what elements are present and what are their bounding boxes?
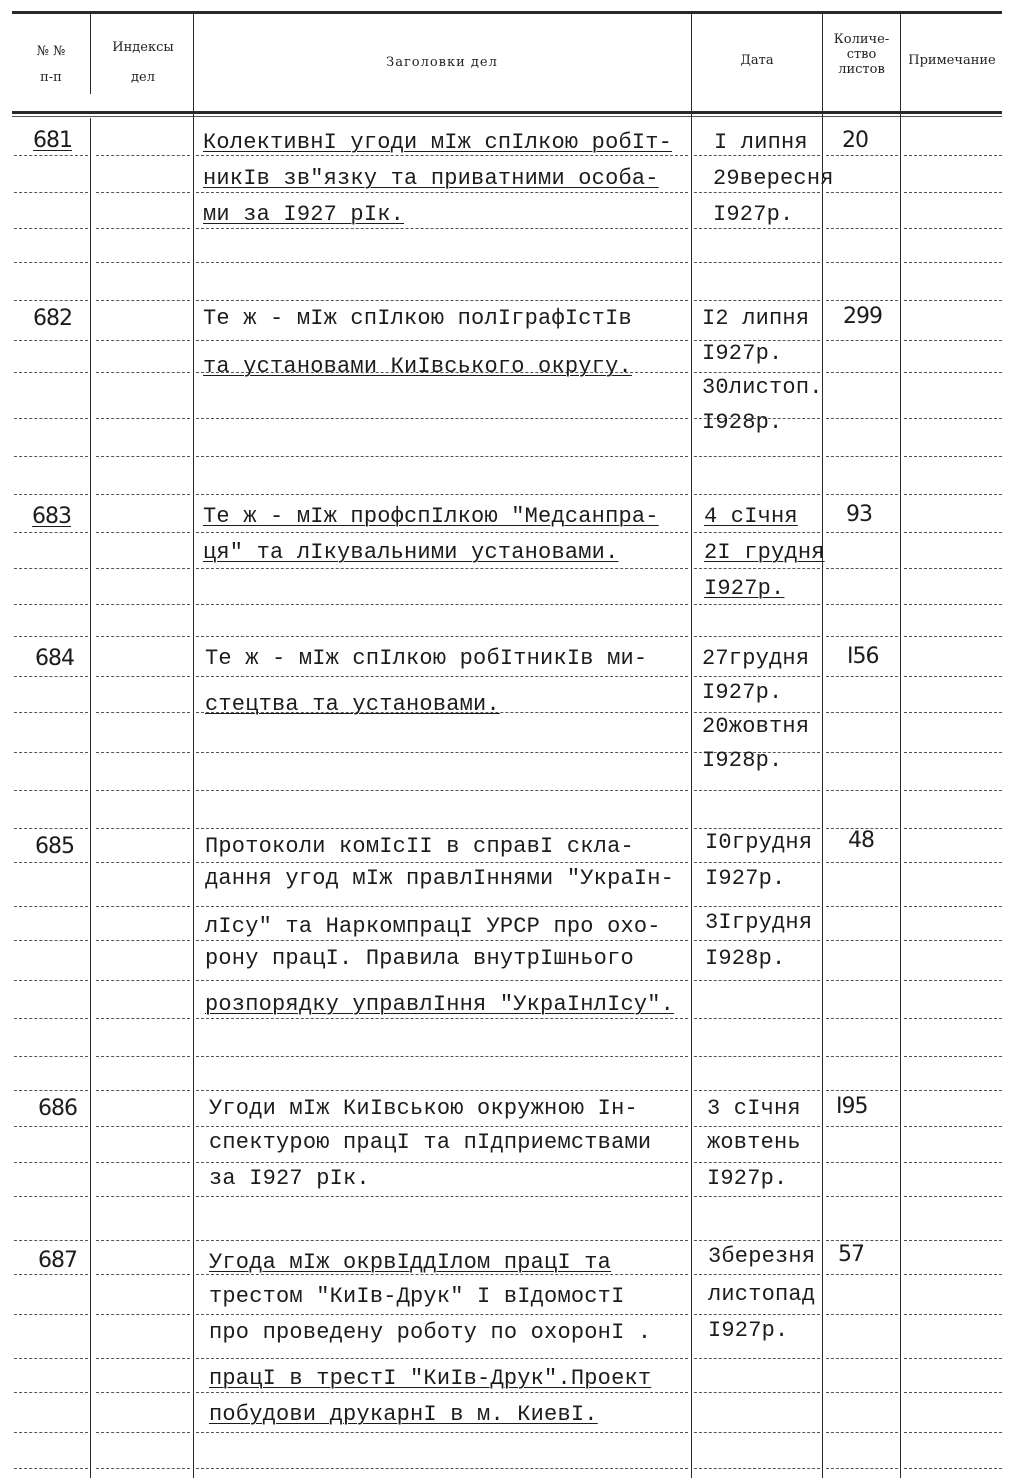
ruling-line xyxy=(826,1196,898,1198)
record-title-line: трестом "КиІв-Друк" І вІдомостІ xyxy=(209,1284,625,1309)
ruling-line xyxy=(196,456,688,458)
ruling-line xyxy=(694,1126,820,1128)
ruling-line xyxy=(96,1314,190,1316)
ruling-line xyxy=(196,262,688,264)
ruling-line xyxy=(694,228,820,230)
record-title-line: працІ в трестІ "КиІв-Друк".Проект xyxy=(209,1366,652,1391)
ruling-line xyxy=(96,1358,190,1360)
header-col-index-label: Индексы xyxy=(112,40,174,55)
ruling-line xyxy=(14,1358,88,1360)
ruling-line xyxy=(14,1056,88,1058)
ruling-line xyxy=(904,1126,1002,1128)
ruling-line xyxy=(96,712,190,714)
ruling-line xyxy=(694,1018,820,1020)
record-no: 685 xyxy=(35,834,74,859)
ruling-line xyxy=(14,155,88,157)
ruling-line xyxy=(96,456,190,458)
record-date-line: І928р. xyxy=(705,946,786,971)
record-title-line: Протоколи комІсІІ в справІ скла- xyxy=(205,834,634,859)
ruling-line xyxy=(96,1196,190,1198)
col-divider-title xyxy=(691,14,692,1478)
ruling-line xyxy=(96,636,190,638)
ruling-line xyxy=(196,418,688,420)
record-date-line: І927р. xyxy=(707,1166,788,1191)
ruling-line xyxy=(14,604,88,606)
record-date-line: 2І грудня xyxy=(704,540,825,565)
ruling-line xyxy=(694,1432,820,1434)
record-date-line: І927р. xyxy=(702,680,783,705)
ruling-line xyxy=(14,372,88,374)
ruling-line xyxy=(96,300,190,302)
ruling-line xyxy=(904,1018,1002,1020)
ruling-line xyxy=(904,1162,1002,1164)
ruling-line xyxy=(694,906,820,908)
col-divider-sheets xyxy=(900,14,901,1478)
record-title-line: стецтва та установами. xyxy=(205,692,500,717)
ruling-line xyxy=(14,790,88,792)
ruling-line xyxy=(96,790,190,792)
ruling-line xyxy=(96,532,190,534)
ruling-line xyxy=(694,192,820,194)
record-title-line: побудови друкарнІ в м. КиевІ. xyxy=(209,1402,598,1427)
record-date-line: І927р. xyxy=(704,576,785,601)
ruling-line xyxy=(196,1314,688,1316)
record-date-line: І927р. xyxy=(708,1318,789,1343)
ruling-line xyxy=(904,1196,1002,1198)
ruling-line xyxy=(14,676,88,678)
ruling-line xyxy=(826,676,898,678)
ruling-line xyxy=(96,340,190,342)
ruling-line xyxy=(904,568,1002,570)
header-col-date: Дата xyxy=(740,53,774,68)
ruling-line xyxy=(14,1196,88,1198)
record-title-line: рону працІ. Правила внутрІшнього xyxy=(205,946,634,971)
ruling-line xyxy=(96,828,190,830)
ruling-line xyxy=(14,1240,88,1242)
ruling-line xyxy=(694,372,820,374)
ruling-line xyxy=(904,155,1002,157)
record-date-line: 3 сІчня xyxy=(707,1096,801,1121)
ruling-line xyxy=(196,940,688,942)
ruling-line xyxy=(196,192,688,194)
ruling-line xyxy=(96,906,190,908)
record-sheets: І95 xyxy=(836,1094,868,1119)
ruling-line xyxy=(694,532,820,534)
ruling-line xyxy=(826,1056,898,1058)
ruling-line xyxy=(14,340,88,342)
record-title-line: никІв зв"язку та приватними особа- xyxy=(203,166,659,191)
ruling-line xyxy=(96,1240,190,1242)
record-date-line: 30листоп. xyxy=(702,375,823,400)
ruling-line xyxy=(904,1056,1002,1058)
ruling-line xyxy=(694,790,820,792)
ruling-line xyxy=(96,568,190,570)
ruling-line xyxy=(694,1162,820,1164)
ruling-line xyxy=(96,862,190,864)
record-date-line: І0грудня xyxy=(705,830,813,855)
ruling-line xyxy=(14,456,88,458)
record-no: 682 xyxy=(33,306,72,331)
ruling-line xyxy=(196,1126,688,1128)
ruling-line xyxy=(826,568,898,570)
ruling-line xyxy=(14,828,88,830)
header-col-title: Заголовки дел xyxy=(386,55,498,70)
ruling-line xyxy=(694,1392,820,1394)
ruling-line xyxy=(904,1240,1002,1242)
ruling-line xyxy=(826,456,898,458)
ruling-line xyxy=(904,636,1002,638)
ruling-line xyxy=(96,1274,190,1276)
record-sheets: 20 xyxy=(842,128,868,153)
ruling-line xyxy=(96,940,190,942)
ruling-line xyxy=(826,494,898,496)
header-col-sheets-l1: Количе- xyxy=(833,32,890,47)
ruling-line xyxy=(14,1392,88,1394)
ruling-line xyxy=(694,862,820,864)
record-date-line: І927р. xyxy=(713,202,794,227)
record-date-line: І928р. xyxy=(702,410,783,435)
header-col-note: Примечание xyxy=(908,53,996,68)
ruling-line xyxy=(904,1432,1002,1434)
record-date-line: І липня xyxy=(714,130,808,155)
record-title-line: про проведену роботу по охоронІ . xyxy=(209,1320,652,1345)
ruling-line xyxy=(196,1468,688,1470)
ruling-line xyxy=(826,228,898,230)
ruling-line xyxy=(694,262,820,264)
ruling-line xyxy=(904,300,1002,302)
record-date-line: 27грудня xyxy=(702,646,810,671)
ruling-line xyxy=(14,940,88,942)
record-date-line: І927р. xyxy=(705,866,786,891)
ruling-line xyxy=(904,1274,1002,1276)
ruling-line xyxy=(694,494,820,496)
ruling-line xyxy=(196,1162,688,1164)
ruling-line xyxy=(826,1468,898,1470)
header-col-no-label: № № xyxy=(36,44,66,59)
ruling-line xyxy=(826,300,898,302)
ruling-line xyxy=(826,712,898,714)
ruling-line xyxy=(196,1432,688,1434)
ruling-line xyxy=(694,1056,820,1058)
ruling-line xyxy=(14,568,88,570)
ruling-line xyxy=(694,1274,820,1276)
ruling-line xyxy=(14,862,88,864)
record-title-line: спектурою працІ та пІдприемствами xyxy=(209,1130,652,1155)
record-title-line: лІсу" та НаркомпрацІ УРСР про охо- xyxy=(205,914,661,939)
ruling-line xyxy=(96,418,190,420)
record-no: 687 xyxy=(38,1248,77,1273)
ruling-line xyxy=(694,636,820,638)
ruling-line xyxy=(196,340,688,342)
ruling-line xyxy=(826,340,898,342)
ruling-line xyxy=(96,372,190,374)
ruling-line xyxy=(694,604,820,606)
ruling-line xyxy=(196,228,688,230)
ruling-line xyxy=(96,155,190,157)
header-bottom-rule xyxy=(12,111,1002,114)
record-sheets: 93 xyxy=(846,502,872,527)
ruling-line xyxy=(904,1314,1002,1316)
ruling-line xyxy=(196,636,688,638)
record-title-line: розпорядку управлІння "УкраІнлІсу". xyxy=(205,992,675,1017)
ruling-line xyxy=(826,155,898,157)
ruling-line xyxy=(196,300,688,302)
ruling-line xyxy=(826,372,898,374)
record-sheets: І56 xyxy=(847,644,879,669)
ruling-line xyxy=(904,676,1002,678)
ruling-line xyxy=(694,676,820,678)
ruling-line xyxy=(196,1392,688,1394)
ruling-line xyxy=(14,1126,88,1128)
ruling-line xyxy=(826,1314,898,1316)
record-date-line: 3Ігрудня xyxy=(705,910,813,935)
record-date-line: І2 липня xyxy=(702,306,810,331)
ruling-line xyxy=(14,1274,88,1276)
ruling-line xyxy=(14,1314,88,1316)
ruling-line xyxy=(196,1018,688,1020)
ruling-line xyxy=(826,1126,898,1128)
ruling-line xyxy=(826,906,898,908)
ruling-line xyxy=(904,418,1002,420)
ruling-line xyxy=(14,262,88,264)
ruling-line xyxy=(826,636,898,638)
record-sheets: 57 xyxy=(838,1242,864,1267)
ruling-line xyxy=(96,752,190,754)
record-title-line: КолективнІ угоди мІж спІлкою робІт- xyxy=(203,130,673,155)
ruling-line xyxy=(904,604,1002,606)
ruling-line xyxy=(826,752,898,754)
ruling-line xyxy=(694,1196,820,1198)
header-col-sheets xyxy=(823,33,900,78)
ruling-line xyxy=(826,1090,898,1092)
ruling-line xyxy=(826,1274,898,1276)
record-no: 681 xyxy=(33,128,72,153)
ruling-line xyxy=(196,906,688,908)
ruling-line xyxy=(826,980,898,982)
ruling-line xyxy=(14,906,88,908)
ruling-line xyxy=(694,1314,820,1316)
col-divider-date xyxy=(822,14,823,1478)
record-title-line: ця" та лІкувальними установами. xyxy=(203,540,619,565)
ruling-line xyxy=(904,1090,1002,1092)
ruling-line xyxy=(14,1468,88,1470)
ruling-line xyxy=(826,1162,898,1164)
ruling-line xyxy=(96,1056,190,1058)
ruling-line xyxy=(14,1432,88,1434)
ruling-line xyxy=(904,372,1002,374)
ruling-line xyxy=(694,300,820,302)
record-title-line: Те ж - мІж спІлкою полІграфІстІв xyxy=(203,306,632,331)
record-date-line: листопад xyxy=(708,1282,816,1307)
ruling-line xyxy=(904,192,1002,194)
header-bottom-rule-thin xyxy=(12,116,1002,117)
record-date-line: 20жовтня xyxy=(702,714,810,739)
ruling-line xyxy=(196,1240,688,1242)
ruling-line xyxy=(694,1358,820,1360)
ruling-line xyxy=(904,712,1002,714)
record-title-line: Те ж - мІж спІлкою робІтникІв ми- xyxy=(205,646,648,671)
ruling-line xyxy=(196,828,688,830)
ruling-line xyxy=(196,862,688,864)
header-col-sheets-l2: ство xyxy=(846,46,877,62)
ruling-line xyxy=(96,1468,190,1470)
ruling-line xyxy=(196,494,688,496)
record-date-line: жовтень xyxy=(707,1130,801,1155)
record-title-line: Угоди мІж КиІвською окружною Ін- xyxy=(209,1096,638,1121)
col-divider-index xyxy=(193,14,194,1478)
ruling-line xyxy=(694,980,820,982)
record-date-line: І927р. xyxy=(702,341,783,366)
ruling-line xyxy=(96,980,190,982)
ruling-line xyxy=(904,980,1002,982)
ruling-line xyxy=(904,790,1002,792)
header-col-no-sub: п-п xyxy=(40,69,62,85)
ruling-line xyxy=(96,192,190,194)
ruling-line xyxy=(96,1018,190,1020)
ruling-line xyxy=(196,604,688,606)
record-date-line: 29вересня xyxy=(713,166,834,191)
record-title-line: дання угод мІж правлІннями "УкраІн- xyxy=(205,866,675,891)
ruling-line xyxy=(14,418,88,420)
ruling-line xyxy=(694,940,820,942)
ruling-line xyxy=(826,192,898,194)
ruling-line xyxy=(694,1468,820,1470)
record-no: 683 xyxy=(32,504,71,529)
ruling-line xyxy=(694,155,820,157)
ruling-line xyxy=(904,862,1002,864)
ruling-line xyxy=(694,456,820,458)
ruling-line xyxy=(196,980,688,982)
col-divider-no xyxy=(90,118,91,1478)
header-col-index-sub: дел xyxy=(131,69,155,85)
record-date-line: І928р. xyxy=(702,748,783,773)
ruling-line xyxy=(14,752,88,754)
ruling-line xyxy=(826,418,898,420)
ruling-line xyxy=(14,228,88,230)
ruling-line xyxy=(826,1392,898,1394)
ruling-line xyxy=(694,1090,820,1092)
ruling-line xyxy=(694,1240,820,1242)
ruling-line xyxy=(904,262,1002,264)
ruling-line xyxy=(96,1126,190,1128)
ruling-line xyxy=(904,752,1002,754)
ruling-line xyxy=(96,1162,190,1164)
col-divider-no-header xyxy=(90,14,91,94)
ruling-line xyxy=(826,1358,898,1360)
ruling-line xyxy=(14,494,88,496)
ruling-line xyxy=(826,862,898,864)
header-col-no xyxy=(18,44,84,85)
ruling-line xyxy=(826,790,898,792)
ruling-line xyxy=(904,1358,1002,1360)
ruling-line xyxy=(96,494,190,496)
ruling-line xyxy=(96,676,190,678)
ruling-line xyxy=(14,1162,88,1164)
record-title-line: Те ж - мІж профспІлкою "Медсанпра- xyxy=(203,504,659,529)
record-title-line: та установами КиІвського округу. xyxy=(203,354,632,379)
ruling-line xyxy=(14,532,88,534)
header-top-rule xyxy=(12,11,1002,14)
header-col-sheets-l3: листов xyxy=(838,61,885,77)
ruling-line xyxy=(904,228,1002,230)
ruling-line xyxy=(96,1090,190,1092)
record-no: 684 xyxy=(35,646,74,671)
ruling-line xyxy=(196,1090,688,1092)
ruling-line xyxy=(904,906,1002,908)
ruling-line xyxy=(196,155,688,157)
ruling-line xyxy=(14,1018,88,1020)
record-title-line: Угода мІж окрвІддІлом працІ та xyxy=(209,1250,612,1275)
ruling-line xyxy=(904,828,1002,830)
ruling-line xyxy=(14,1090,88,1092)
ruling-line xyxy=(196,676,688,678)
ruling-line xyxy=(826,262,898,264)
ruling-line xyxy=(14,980,88,982)
ruling-line xyxy=(826,940,898,942)
ruling-line xyxy=(14,712,88,714)
record-sheets: 48 xyxy=(848,828,874,853)
ruling-line xyxy=(196,532,688,534)
ruling-line xyxy=(96,1432,190,1434)
record-date-line: 3березня xyxy=(708,1244,816,1269)
ruling-line xyxy=(904,1392,1002,1394)
ruling-line xyxy=(196,790,688,792)
record-title-line: ми за І927 рІк. xyxy=(203,202,405,227)
record-sheets: 299 xyxy=(843,304,882,329)
ruling-line xyxy=(904,1468,1002,1470)
ruling-line xyxy=(904,456,1002,458)
ruling-line xyxy=(196,752,688,754)
ruling-line xyxy=(14,636,88,638)
ruling-line xyxy=(826,604,898,606)
ruling-line xyxy=(196,1358,688,1360)
ruling-line xyxy=(14,192,88,194)
ruling-line xyxy=(96,1392,190,1394)
ruling-line xyxy=(14,300,88,302)
record-no: 686 xyxy=(38,1096,77,1121)
ruling-line xyxy=(694,568,820,570)
ruling-line xyxy=(826,1432,898,1434)
ruling-line xyxy=(96,262,190,264)
ruling-line xyxy=(196,568,688,570)
record-title-line: за І927 рІк. xyxy=(209,1166,370,1191)
header-col-index xyxy=(94,40,192,85)
ruling-line xyxy=(826,532,898,534)
ruling-line xyxy=(904,494,1002,496)
ruling-line xyxy=(196,1196,688,1198)
ruling-line xyxy=(96,604,190,606)
ruling-line xyxy=(904,940,1002,942)
ruling-line xyxy=(96,228,190,230)
ruling-line xyxy=(826,1018,898,1020)
ruling-line xyxy=(904,340,1002,342)
ruling-line xyxy=(196,1056,688,1058)
ruling-line xyxy=(904,532,1002,534)
record-date-line: 4 сІчня xyxy=(704,504,798,529)
